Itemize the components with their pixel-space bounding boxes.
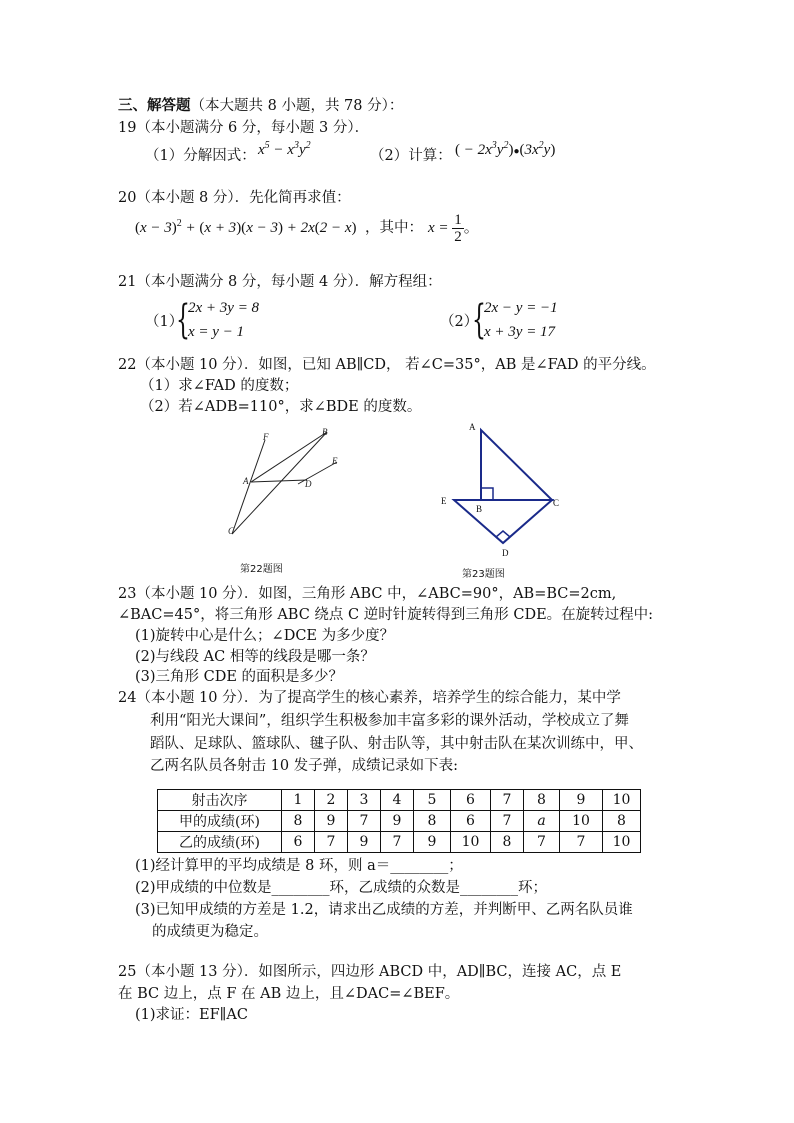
table-cell: 8 xyxy=(491,832,524,853)
label-a: A xyxy=(243,476,249,486)
table-cell: 6 xyxy=(282,832,315,853)
table-cell: 9 xyxy=(381,811,414,832)
section-heading-title: 三、解答题 xyxy=(118,97,191,114)
triangle-cde xyxy=(454,500,552,543)
q21-sys2-eq2: x + 3y = 17 xyxy=(484,324,556,340)
label-e: E xyxy=(332,456,338,466)
q19-title: 19（本小题满分 6 分，每小题 3 分）． xyxy=(118,120,370,136)
header-cell: 2 xyxy=(315,790,348,811)
table-cell: 7 xyxy=(315,832,348,853)
table-cell: 7 xyxy=(560,832,603,853)
q20-expression: $(x - 3)^2 + (x + 3)(x - 3) + 2x(2 - x)$ xyxy=(135,218,357,236)
q23-figure-caption: 第23题图 xyxy=(462,569,505,580)
right-angle-b xyxy=(481,488,493,500)
label-b: B xyxy=(476,504,483,514)
q23-part1: (1)旋转中心是什么；∠DCE 为多少度？ xyxy=(135,628,395,644)
line-cf xyxy=(232,440,265,534)
header-cell: 5 xyxy=(414,790,451,811)
table-cell: 8 xyxy=(603,811,641,832)
q21-title: 21（本小题满分 8 分，每小题 4 分）．解方程组： xyxy=(118,274,442,290)
q22-part2: （2）若∠ADB=110°，求∠BDE 的度数。 xyxy=(140,399,422,415)
q23-part2: (2)与线段 AC 相等的线段是哪一条？ xyxy=(135,649,375,665)
q22-figure-caption: 第22题图 xyxy=(240,564,283,575)
table-cell: 7 xyxy=(348,811,381,832)
q22-part1: （1）求∠FAD 的度数； xyxy=(140,378,299,394)
triangle-abc xyxy=(481,430,552,500)
q24-part2: (2)甲成绩的中位数是________环，乙成绩的众数是________环； xyxy=(135,880,548,896)
header-cell: 3 xyxy=(348,790,381,811)
q25-title: 25（本小题 13 分）．如图所示，四边形 ABCD 中，AD∥BC，连接 AC，点 E xyxy=(118,964,622,980)
q21-part2-label: （2） xyxy=(440,314,479,330)
row-label: 乙的成绩(环) xyxy=(158,832,282,853)
table-cell: 10 xyxy=(560,811,603,832)
q19-part1-label: （1）分解因式： xyxy=(145,148,256,164)
table-cell: 8 xyxy=(414,811,451,832)
section-heading xyxy=(118,96,403,116)
header-cell: 6 xyxy=(451,790,491,811)
table-cell: 10 xyxy=(451,832,491,853)
q25-line2: 在 BC 边上，点 F 在 AB 边上，且∠DAC=∠BEF。 xyxy=(118,986,460,1002)
q21-sys1-eq1: 2x + 3y = 8 xyxy=(188,300,260,316)
q23-line2: ∠BAC=45°，将三角形 ABC 绕点 C 逆时针旋转得到三角形 CDE。在旋转过程中: xyxy=(118,607,654,623)
q24-line2: 利用“阳光大课间”，组织学生积极参加丰富多彩的课外活动，学校成立了舞 xyxy=(150,713,629,729)
q24-part1: (1)经计算甲的平均成绩是 8 环，则 a＝________； xyxy=(135,858,463,874)
q24-line4: 乙两名队员各射击 10 发子弹，成绩记录如下表: xyxy=(150,758,459,774)
label-f: F xyxy=(263,432,269,442)
section-heading-note: （本大题共 8 小题，共 78 分）： xyxy=(190,98,404,114)
label-b: B xyxy=(322,427,328,437)
table-cell: 9 xyxy=(414,832,451,853)
table-cell: 10 xyxy=(603,832,641,853)
table-cell: 6 xyxy=(451,811,491,832)
line-ad xyxy=(251,480,307,482)
table-cell: 8 xyxy=(282,811,315,832)
q23-part3: (3)三角形 CDE 的面积是多少？ xyxy=(135,669,344,685)
q20-value: x = $\frac{1}{2}$ 。 xyxy=(428,212,479,246)
q24-part3: (3)已知甲成绩的方差是 1.2，请求出乙成绩的方差，并判断甲、乙两名队员谁 xyxy=(135,902,633,918)
q20-where: ，其中： xyxy=(365,220,423,236)
table-row-jia xyxy=(158,811,641,832)
q23-title: 23（本小题 10 分）．如图，三角形 ABC 中，∠ABC=90°，AB=BC=2cm, xyxy=(118,586,617,602)
q21-part1-label: （1） xyxy=(145,314,184,330)
table-row-yi xyxy=(158,832,641,853)
label-e: E xyxy=(441,496,447,506)
label-a: A xyxy=(469,422,476,432)
row-label: 甲的成绩(环) xyxy=(158,811,282,832)
q24-part3-cont: 的成绩更为稳定。 xyxy=(152,924,268,940)
header-cell: 9 xyxy=(560,790,603,811)
q22-title: 22（本小题 10 分）．如图，已知 AB∥CD， 若∠C=35°，AB 是∠FAD 的平分线。 xyxy=(118,357,656,373)
q25-part1: (1)求证：EF∥AC xyxy=(135,1007,248,1023)
label-d: D xyxy=(305,479,312,489)
q21-sys1-eq2: x = y − 1 xyxy=(188,324,245,340)
q24-title: 24（本小题 10 分）．为了提高学生的核心素养，培养学生的综合能力，某中学 xyxy=(118,690,621,706)
table-cell: 7 xyxy=(524,832,560,853)
right-angle-d xyxy=(496,531,510,543)
q22-figure xyxy=(220,422,350,542)
header-cell: 1 xyxy=(282,790,315,811)
table-header-row xyxy=(158,790,641,811)
label-c: C xyxy=(553,498,560,508)
table-cell: 7 xyxy=(491,811,524,832)
header-cell: 射击次序 xyxy=(158,790,282,811)
q23-figure xyxy=(436,418,566,568)
q21-sys2-eq1: 2x − y = −1 xyxy=(484,300,558,316)
q20-title: 20（本小题 8 分）．先化简再求值： xyxy=(118,190,351,206)
header-cell: 7 xyxy=(491,790,524,811)
table-cell: 9 xyxy=(315,811,348,832)
q19-part1-expression: $x^5 - x^3y^2$ xyxy=(258,140,311,158)
table-cell-unknown-a: a xyxy=(524,811,560,832)
label-d: D xyxy=(502,548,509,558)
header-cell: 10 xyxy=(603,790,641,811)
q19-part2-expression: ( − $2x^3y^2)●(3x^2y)$ xyxy=(455,140,556,158)
table-cell: 9 xyxy=(348,832,381,853)
q19-part2-label: （2）计算： xyxy=(370,148,452,164)
q21-sys1-brace: { xyxy=(176,297,190,343)
label-c: C xyxy=(228,526,235,536)
table-cell: 7 xyxy=(381,832,414,853)
q24-score-table xyxy=(157,789,641,853)
header-cell: 4 xyxy=(381,790,414,811)
q24-line3: 蹈队、足球队、篮球队、毽子队、射击队等，其中射击队在某次训练中，甲、 xyxy=(150,736,643,752)
q21-sys2-brace: { xyxy=(472,297,486,343)
header-cell: 8 xyxy=(524,790,560,811)
